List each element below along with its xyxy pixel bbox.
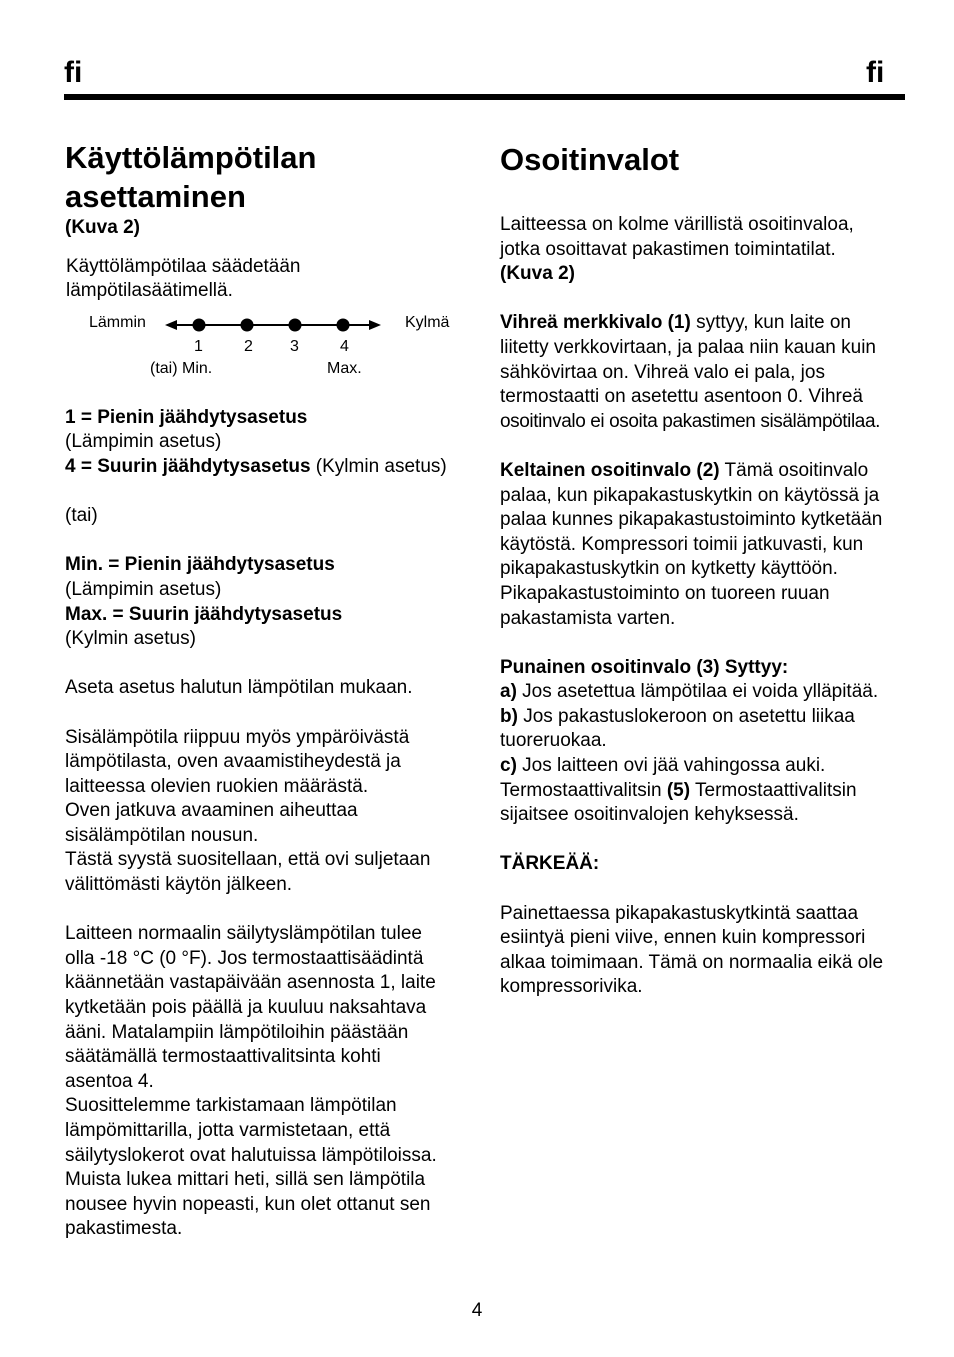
text-line: lämpötilasäätimellä. bbox=[66, 280, 233, 302]
text-line bbox=[500, 680, 912, 705]
text-line bbox=[500, 779, 912, 804]
green-light-paragraph bbox=[500, 311, 912, 434]
text-line bbox=[500, 754, 912, 779]
text-line bbox=[500, 311, 912, 336]
text-line: sisälämpötilan nousun. bbox=[65, 824, 259, 846]
thermostat-scale-diagram bbox=[65, 314, 475, 386]
scale-arrow-icon bbox=[165, 318, 381, 332]
red-light-heading: Punainen osoitinvalo (3) Syttyy: bbox=[500, 656, 789, 678]
scale-number-3: 3 bbox=[290, 337, 299, 355]
text-span: Termostaattivalitsin bbox=[500, 779, 667, 801]
text-line: laitteessa olevien ruokien määrästä. bbox=[65, 775, 369, 797]
text-line: lämpötilasta, oven avaamistiheydestä ja bbox=[65, 751, 401, 773]
page-number: 4 bbox=[471, 1300, 483, 1321]
language-code-left: fi bbox=[64, 56, 83, 89]
text-line: ääni. Matalampiin lämpötiloihin päästään bbox=[65, 1021, 409, 1043]
important-paragraph bbox=[500, 902, 912, 1000]
text-line: palaa kunnes pikapakastustoiminto kytketään bbox=[500, 509, 883, 531]
list-marker: c) bbox=[500, 755, 517, 777]
section-title-indicator-lights: Osoitinvalot bbox=[500, 142, 680, 177]
text-line: Käyttölämpötilaa säädetään bbox=[66, 255, 301, 277]
language-code-right: fi bbox=[866, 56, 885, 89]
list-marker: a) bbox=[500, 681, 517, 703]
text-line: asentoa 4. bbox=[65, 1070, 154, 1092]
warm-label: Lämmin bbox=[89, 313, 146, 331]
text-line: Suosittelemme tarkistamaan lämpötilan bbox=[65, 1095, 397, 1117]
red-light-paragraph bbox=[500, 656, 912, 828]
text-line: Laitteen normaalin säilytyslämpötilan tulee bbox=[65, 923, 422, 945]
text-span: Jos asetettua lämpötilaa ei voida ylläpitää. bbox=[516, 681, 879, 703]
text-line: esiintyä pieni viive, ennen kuin kompressori bbox=[500, 927, 866, 949]
figure-reference: (Kuva 2) bbox=[65, 217, 140, 238]
text-line: olla -18 °C (0 °F). Jos termostaattisäädintä bbox=[65, 947, 424, 969]
max-heading: Max. = Suurin jäähdytysasetus bbox=[65, 603, 343, 625]
text-line bbox=[500, 459, 912, 484]
section-title-operating-temperature bbox=[65, 138, 475, 216]
text-line: Oven jatkuva avaaminen aiheuttaa bbox=[65, 800, 358, 822]
title-line: Käyttölämpötilan bbox=[65, 140, 317, 175]
right-column bbox=[500, 140, 912, 1000]
scale-number-2: 2 bbox=[244, 337, 253, 355]
max-text: (Kylmin asetus) bbox=[65, 628, 196, 650]
text-line: nousee hyvin nopeasti, kun olet ottanut sen bbox=[65, 1193, 431, 1215]
text-span: Jos pakastuslokeroon on asetettu liikaa bbox=[517, 705, 855, 727]
max-label: Max. bbox=[327, 359, 362, 377]
scale-number-1: 1 bbox=[194, 337, 203, 355]
text-line: Pikapakastustoiminto on tuoreen ruuan bbox=[500, 582, 830, 604]
setting-4-heading: 4 = Suurin jäähdytysasetus bbox=[65, 455, 311, 477]
left-column bbox=[65, 138, 475, 1242]
text-line: osoitinvalo ei osoita pakastimen sisälämpötilaa. bbox=[500, 410, 881, 432]
text-line: alkaa toimimaan. Tämä on normaalia eikä ole bbox=[500, 951, 884, 973]
text-line: välittömästi käytön jälkeen. bbox=[65, 874, 293, 896]
text-span: syttyy, kun laite on bbox=[690, 312, 851, 334]
text-line: liitetty verkkovirtaan, ja palaa niin kauan kuin bbox=[500, 336, 876, 358]
figure-reference: (Kuva 2) bbox=[500, 263, 575, 285]
yellow-light-heading: Keltainen osoitinvalo (2) bbox=[500, 459, 720, 481]
text-line: käytöstä. Kompressori toimii jatkuvasti, kun bbox=[500, 533, 864, 555]
min-label: (tai) Min. bbox=[150, 359, 213, 377]
min-heading: Min. = Pienin jäähdytysasetus bbox=[65, 554, 335, 576]
text-line: säätämällä termostaattivalitsinta kohti bbox=[65, 1046, 381, 1068]
text-line: pakastimesta. bbox=[65, 1218, 183, 1240]
title-line: asettaminen bbox=[65, 179, 246, 214]
text-line: sijaitsee osoitinvalojen kehyksessä. bbox=[500, 804, 799, 826]
yellow-light-paragraph bbox=[500, 459, 912, 631]
normal-storage-paragraph bbox=[65, 922, 475, 1242]
list-marker: b) bbox=[500, 705, 518, 727]
min-text: (Lämpimin asetus) bbox=[65, 578, 222, 600]
inner-temperature-paragraph bbox=[65, 726, 475, 898]
intro-text bbox=[65, 255, 475, 304]
setting-1-heading: 1 = Pienin jäähdytysasetus bbox=[65, 406, 308, 428]
setting-1-text: (Lämpimin asetus) bbox=[65, 431, 222, 453]
header-rule bbox=[64, 94, 905, 100]
text-line: tuoreruokaa. bbox=[500, 730, 607, 752]
cold-label: Kylmä bbox=[405, 313, 450, 331]
text-line: Tästä syystä suositellaan, että ovi suljetaan bbox=[65, 849, 431, 871]
text-line: Sisälämpötila riippuu myös ympäröivästä bbox=[65, 726, 410, 748]
text-line: Laitteessa on kolme värillistä osoitinvaloa, bbox=[500, 214, 854, 235]
text-line: pakastamista varten. bbox=[500, 607, 676, 629]
text-line: kytketään pois päällä ja kuuluu naksahtava bbox=[65, 997, 427, 1019]
text-span: Tämä osoitinvalo bbox=[719, 459, 869, 481]
text-span: Termostaattivalitsin bbox=[690, 779, 857, 801]
text-line: Painettaessa pikapakastuskytkintä saattaa bbox=[500, 902, 859, 924]
text-span: Jos laitteen ovi jää vahingossa auki. bbox=[516, 755, 826, 777]
text-line: pikapakastuskytkin on kytketty käyttöön. bbox=[500, 558, 838, 580]
text-line: palaa, kun pikapakastuskytkin on käytössä ja bbox=[500, 484, 880, 506]
text-line: lämpömittarilla, jotta varmistetaan, että bbox=[65, 1120, 391, 1141]
text-line: käännetään vastapäivään asennosta 1, laite bbox=[65, 972, 436, 994]
text-line: Muista lukea mittari heti, sillä sen lämpötila bbox=[65, 1169, 426, 1191]
setting-4-line bbox=[65, 455, 475, 480]
or-text: (tai) bbox=[65, 505, 98, 527]
set-setting-text: Aseta asetus halutun lämpötilan mukaan. bbox=[65, 677, 413, 699]
text-line: sähkövirtaa on. Vihreä valo ei pala, jos bbox=[500, 361, 825, 383]
text-line: säilytyslokerot ovat halutuissa lämpötiloissa. bbox=[65, 1144, 437, 1166]
setting-4-text: (Kylmin asetus) bbox=[310, 455, 447, 477]
green-light-heading: Vihreä merkkivalo (1) bbox=[500, 312, 691, 334]
important-heading: TÄRKEÄÄ: bbox=[500, 853, 600, 875]
text-line: kompressorivika. bbox=[500, 976, 643, 998]
scale-number-4: 4 bbox=[340, 337, 349, 355]
text-line: termostaatti on asetettu asentoon 0. Vihreä bbox=[500, 386, 863, 408]
text-line bbox=[500, 705, 912, 730]
text-line: jotka osoittavat pakastimen toimintatilat. bbox=[500, 238, 836, 260]
reference-number: (5) bbox=[666, 779, 691, 801]
